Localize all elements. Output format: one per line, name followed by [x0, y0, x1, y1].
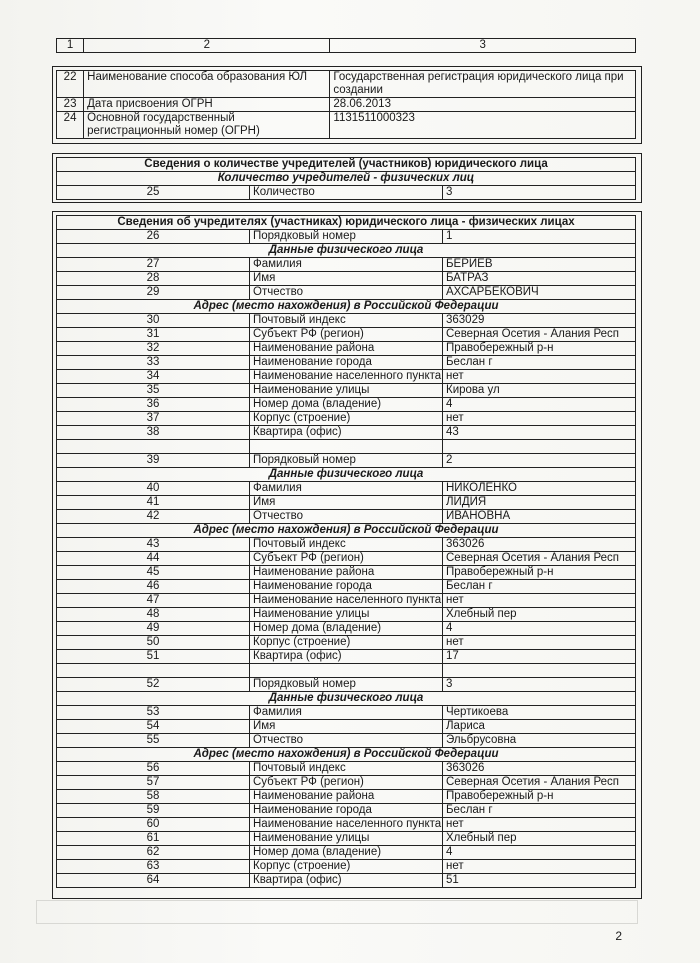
column-header-2: 2	[84, 39, 330, 53]
row-number: 56	[57, 762, 250, 776]
row-number: 53	[57, 706, 250, 720]
row-label: Наименование улицы	[250, 832, 443, 846]
row-number: 24	[57, 112, 84, 139]
table-row	[57, 804, 636, 818]
spacer-row	[57, 664, 636, 678]
row-value: ИВАНОВНА	[443, 510, 636, 524]
table-row	[57, 762, 636, 776]
table-row	[57, 776, 636, 790]
row-label: Наименование способа образования ЮЛ	[84, 71, 330, 98]
person-data-heading: Данные физического лица	[57, 244, 636, 258]
row-value: нет	[443, 860, 636, 874]
row-value: Беслан г	[443, 356, 636, 370]
table-row	[57, 846, 636, 860]
row-label: Наименование населенного пункта	[250, 594, 443, 608]
row-number: 29	[57, 286, 250, 300]
table-row	[57, 426, 636, 440]
spacer-row	[57, 440, 636, 454]
row-number: 64	[57, 874, 250, 888]
row-value: БАТРАЗ	[443, 272, 636, 286]
row-label: Имя	[250, 720, 443, 734]
table-row	[57, 818, 636, 832]
section-heading: Сведения о количестве учредителей (участников) юридического лица	[57, 158, 636, 172]
row-value: 1131511000323	[330, 112, 636, 139]
table-row	[57, 538, 636, 552]
table-row	[57, 636, 636, 650]
table-row	[57, 706, 636, 720]
row-value: АХСАРБЕКОВИЧ	[443, 286, 636, 300]
row-label: Почтовый индекс	[250, 538, 443, 552]
row-label: Субъект РФ (регион)	[250, 552, 443, 566]
row-label: Порядковый номер	[250, 230, 443, 244]
row-label: Почтовый индекс	[250, 762, 443, 776]
table-row	[57, 98, 636, 112]
row-number: 25	[57, 186, 250, 200]
registration-info-table	[56, 70, 636, 139]
table-row	[57, 356, 636, 370]
row-value: Эльбрусовна	[443, 734, 636, 748]
row-value: 363026	[443, 538, 636, 552]
row-number: 33	[57, 356, 250, 370]
row-value: Кирова ул	[443, 384, 636, 398]
row-value: нет	[443, 412, 636, 426]
row-value: 4	[443, 622, 636, 636]
row-value: 1	[443, 230, 636, 244]
table-row	[57, 258, 636, 272]
table-row	[57, 860, 636, 874]
row-value: 43	[443, 426, 636, 440]
row-label: Наименование улицы	[250, 384, 443, 398]
row-value: 17	[443, 650, 636, 664]
table-row	[57, 286, 636, 300]
row-number: 39	[57, 454, 250, 468]
row-value: Правобережный р-н	[443, 566, 636, 580]
row-label: Наименование города	[250, 580, 443, 594]
table-row	[57, 398, 636, 412]
row-value: ЛИДИЯ	[443, 496, 636, 510]
row-label: Наименование населенного пункта	[250, 370, 443, 384]
person-data-heading: Данные физического лица	[57, 692, 636, 706]
table-row	[57, 496, 636, 510]
table-row	[57, 482, 636, 496]
row-number: 43	[57, 538, 250, 552]
row-label: Имя	[250, 272, 443, 286]
row-value: 2	[443, 454, 636, 468]
table-row	[57, 186, 636, 200]
row-label: Номер дома (владение)	[250, 846, 443, 860]
row-label: Наименование района	[250, 342, 443, 356]
row-value: нет	[443, 370, 636, 384]
table-row	[57, 874, 636, 888]
row-number: 51	[57, 650, 250, 664]
table-row	[57, 370, 636, 384]
row-label: Порядковый номер	[250, 678, 443, 692]
row-value: Хлебный пер	[443, 608, 636, 622]
row-number: 59	[57, 804, 250, 818]
row-label: Корпус (строение)	[250, 860, 443, 874]
table-row	[57, 650, 636, 664]
row-number: 27	[57, 258, 250, 272]
column-header-1: 1	[57, 39, 84, 53]
table-row	[57, 272, 636, 286]
column-header-3: 3	[330, 39, 636, 53]
row-value: Лариса	[443, 720, 636, 734]
row-number: 30	[57, 314, 250, 328]
row-label: Отчество	[250, 510, 443, 524]
table-row	[57, 832, 636, 846]
table-row	[57, 734, 636, 748]
row-value: Беслан г	[443, 804, 636, 818]
address-heading: Адрес (место нахождения) в Российской Федерации	[57, 748, 636, 762]
table-row	[57, 342, 636, 356]
row-number: 50	[57, 636, 250, 650]
row-label: Номер дома (владение)	[250, 398, 443, 412]
row-number: 60	[57, 818, 250, 832]
table-row	[57, 230, 636, 244]
table-row	[57, 384, 636, 398]
row-value: Хлебный пер	[443, 832, 636, 846]
table-row	[57, 608, 636, 622]
table-row	[57, 510, 636, 524]
row-value: нет	[443, 594, 636, 608]
row-value: 28.06.2013	[330, 98, 636, 112]
row-label: Субъект РФ (регион)	[250, 776, 443, 790]
row-value: 3	[443, 186, 636, 200]
row-label: Отчество	[250, 734, 443, 748]
row-number: 61	[57, 832, 250, 846]
row-number: 40	[57, 482, 250, 496]
row-number: 62	[57, 846, 250, 860]
table-row	[57, 580, 636, 594]
row-number: 41	[57, 496, 250, 510]
section-heading: Сведения об учредителях (участниках) юридического лица - физических лицах	[57, 216, 636, 230]
row-number: 36	[57, 398, 250, 412]
table-row	[57, 566, 636, 580]
row-label: Наименование района	[250, 566, 443, 580]
row-label: Квартира (офис)	[250, 650, 443, 664]
row-value: 51	[443, 874, 636, 888]
row-label: Дата присвоения ОГРН	[84, 98, 330, 112]
faded-footer	[36, 900, 638, 924]
row-number: 46	[57, 580, 250, 594]
row-value: Государственная регистрация юридического лица при создании	[330, 71, 636, 98]
row-label: Корпус (строение)	[250, 636, 443, 650]
row-number: 55	[57, 734, 250, 748]
row-label: Фамилия	[250, 482, 443, 496]
row-number: 63	[57, 860, 250, 874]
row-label: Квартира (офис)	[250, 426, 443, 440]
table-row	[57, 552, 636, 566]
row-number: 31	[57, 328, 250, 342]
table-row	[57, 454, 636, 468]
row-value: 4	[443, 846, 636, 860]
row-number: 54	[57, 720, 250, 734]
row-number: 45	[57, 566, 250, 580]
row-label: Почтовый индекс	[250, 314, 443, 328]
table-row	[57, 594, 636, 608]
row-value: Северная Осетия - Алания Респ	[443, 776, 636, 790]
row-number: 57	[57, 776, 250, 790]
row-number: 49	[57, 622, 250, 636]
row-label: Количество	[250, 186, 443, 200]
table-row	[57, 314, 636, 328]
row-value: НИКОЛЕНКО	[443, 482, 636, 496]
row-label: Фамилия	[250, 706, 443, 720]
table-row	[57, 328, 636, 342]
row-label: Наименование улицы	[250, 608, 443, 622]
row-number: 37	[57, 412, 250, 426]
table-row	[57, 71, 636, 98]
row-value: нет	[443, 818, 636, 832]
row-value: Беслан г	[443, 580, 636, 594]
row-label: Фамилия	[250, 258, 443, 272]
row-value: 4	[443, 398, 636, 412]
page-number: 2	[615, 929, 622, 943]
table-row	[57, 622, 636, 636]
row-number: 38	[57, 426, 250, 440]
row-value: Северная Осетия - Алания Респ	[443, 552, 636, 566]
row-label: Наименование района	[250, 790, 443, 804]
row-label: Основной государственный регистрационный номер (ОГРН)	[84, 112, 330, 139]
person-data-heading: Данные физического лица	[57, 468, 636, 482]
column-header-table	[56, 38, 636, 53]
row-value: 363029	[443, 314, 636, 328]
row-label: Имя	[250, 496, 443, 510]
row-label: Корпус (строение)	[250, 412, 443, 426]
row-label: Наименование населенного пункта	[250, 818, 443, 832]
row-number: 58	[57, 790, 250, 804]
row-number: 32	[57, 342, 250, 356]
row-value: 363026	[443, 762, 636, 776]
row-value: нет	[443, 636, 636, 650]
row-number: 52	[57, 678, 250, 692]
row-number: 26	[57, 230, 250, 244]
row-label: Субъект РФ (регион)	[250, 328, 443, 342]
row-number: 23	[57, 98, 84, 112]
table-row	[57, 412, 636, 426]
address-heading: Адрес (место нахождения) в Российской Федерации	[57, 300, 636, 314]
row-value: 3	[443, 678, 636, 692]
row-number: 35	[57, 384, 250, 398]
founders-details-table	[56, 215, 636, 888]
row-label: Квартира (офис)	[250, 874, 443, 888]
row-number: 22	[57, 71, 84, 98]
row-value: Правобережный р-н	[443, 342, 636, 356]
row-number: 48	[57, 608, 250, 622]
row-value: Чертикоева	[443, 706, 636, 720]
subsection-heading: Количество учредителей - физических лиц	[57, 172, 636, 186]
address-heading: Адрес (место нахождения) в Российской Федерации	[57, 524, 636, 538]
row-label: Номер дома (владение)	[250, 622, 443, 636]
row-label: Наименование города	[250, 804, 443, 818]
row-label: Порядковый номер	[250, 454, 443, 468]
row-value: Северная Осетия - Алания Респ	[443, 328, 636, 342]
row-number: 47	[57, 594, 250, 608]
founders-count-table	[56, 157, 636, 200]
table-row	[57, 720, 636, 734]
row-number: 34	[57, 370, 250, 384]
row-number: 42	[57, 510, 250, 524]
row-number: 44	[57, 552, 250, 566]
table-row	[57, 678, 636, 692]
row-value: Правобережный р-н	[443, 790, 636, 804]
row-label: Наименование города	[250, 356, 443, 370]
table-row	[57, 112, 636, 139]
row-label: Отчество	[250, 286, 443, 300]
table-row	[57, 790, 636, 804]
row-number: 28	[57, 272, 250, 286]
row-value: БЕРИЕВ	[443, 258, 636, 272]
